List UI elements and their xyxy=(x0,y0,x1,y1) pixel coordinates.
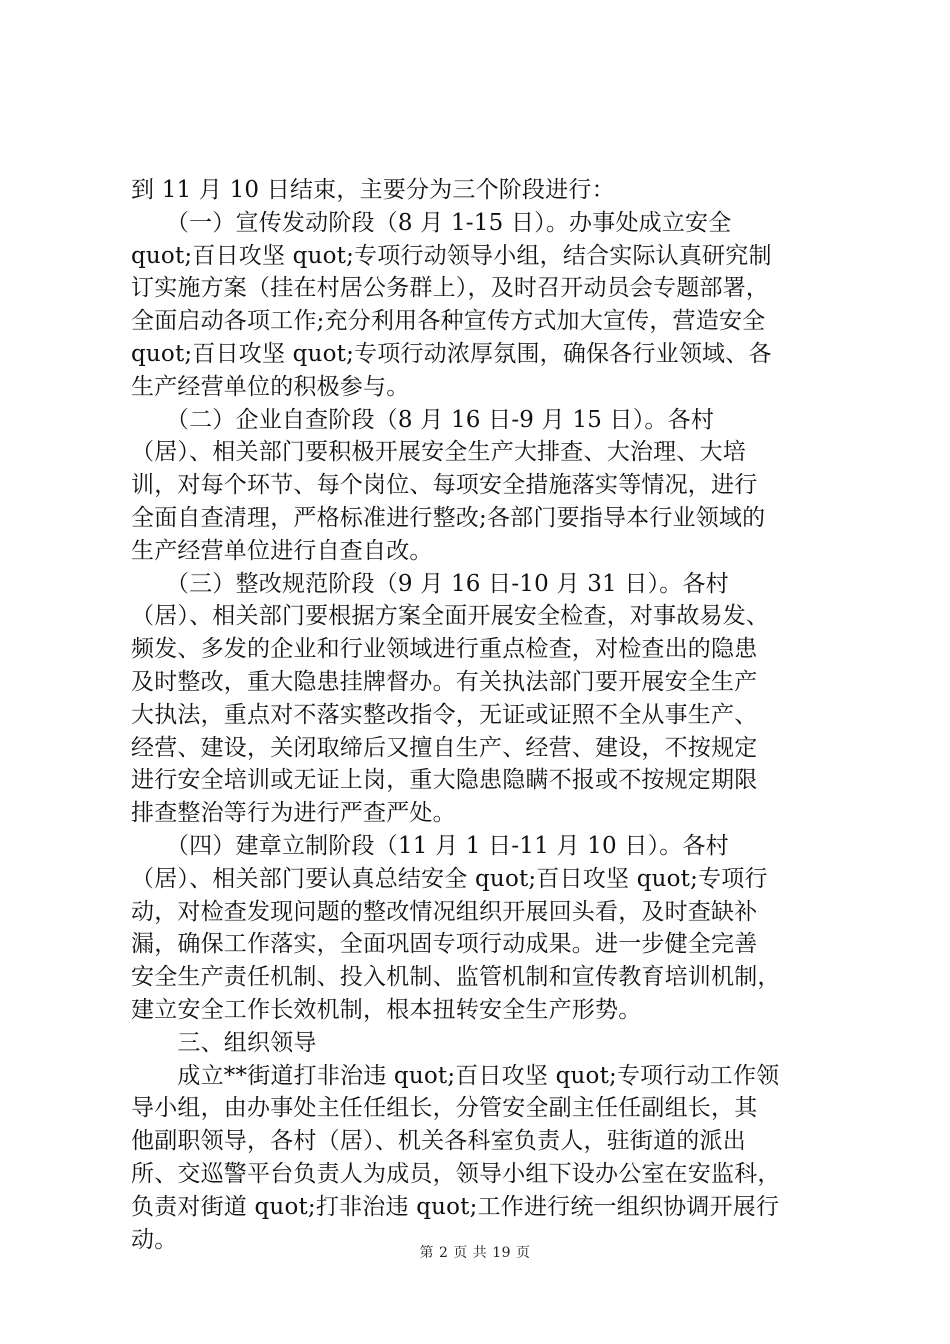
text-line: 训，对每个环节、每个岗位、每项安全措施落实等情况，进行 xyxy=(131,472,758,499)
text-line: quot;百日攻坚 quot;专项行动浓厚氛围，确保各行业领域、各 xyxy=(131,340,772,367)
text-line: 进行安全培训或无证上岗，重大隐患隐瞒不报或不按规定期限 xyxy=(131,767,758,794)
page-footer: 第 2 页 共 19 页 xyxy=(419,1245,531,1261)
text-line: 三、组织领导 xyxy=(131,1029,317,1056)
text-line: 及时整改，重大隐患挂牌督办。有关执法部门要开展安全生产 xyxy=(131,668,758,695)
document-body xyxy=(131,174,831,1256)
text-line: 到 11 月 10 日结束，主要分为三个阶段进行： xyxy=(131,177,615,203)
text-line: 动，对检查发现问题的整改情况组织开展回头看，及时查缺补 xyxy=(131,898,758,925)
text-line: （一）宣传发动阶段（8 月 1-15 日）。办事处成立安全 xyxy=(131,209,732,236)
text-line: 漏，确保工作落实，全面巩固专项行动成果。进一步健全完善 xyxy=(131,931,758,958)
text-line: 频发、多发的企业和行业领域进行重点检查，对检查出的隐患 xyxy=(131,636,758,663)
text-line: 订实施方案（挂在村居公务群上），及时召开动员会专题部署， xyxy=(131,275,770,302)
text-line: 他副职领导，各村（居）、机关各科室负责人，驻街道的派出 xyxy=(131,1128,746,1155)
text-line: 生产经营单位的积极参与。 xyxy=(131,373,410,400)
text-line: 安全生产责任机制、投入机制、监管机制和宣传教育培训机制， xyxy=(131,964,781,991)
text-line: 所、交巡警平台负责人为成员，领导小组下设办公室在安监科， xyxy=(131,1160,781,1187)
text-line: （居）、相关部门要根据方案全面开展安全检查，对事故易发、 xyxy=(131,603,770,630)
text-line: （三）整改规范阶段（9 月 16 日-10 月 31 日）。各村 xyxy=(131,570,729,597)
text-line: 成立**街道打非治违 quot;百日攻坚 quot;专项行动工作领 xyxy=(131,1062,780,1089)
text-line: 全面启动各项工作;充分利用各种宣传方式加大宣传，营造安全 xyxy=(131,308,766,335)
text-line: 导小组，由办事处主任任组长，分管安全副主任任副组长，其 xyxy=(131,1095,758,1122)
text-line: 大执法，重点对不落实整改指令，无证或证照不全从事生产、 xyxy=(131,701,758,728)
text-line: （四）建章立制阶段（11 月 1 日-11 月 10 日）。各村 xyxy=(131,832,729,859)
text-line: 生产经营单位进行自查自改。 xyxy=(131,537,433,564)
text-line: 负责对街道 quot;打非治违 quot;工作进行统一组织协调开展行 xyxy=(131,1193,780,1220)
text-line: 经营、建设，关闭取缔后又擅自生产、经营、建设，不按规定 xyxy=(131,734,758,761)
text-line: 全面自查清理，严格标准进行整改;各部门要指导本行业领域的 xyxy=(131,504,766,531)
text-line: quot;百日攻坚 quot;专项行动领导小组，结合实际认真研究制 xyxy=(131,242,772,269)
text-line: （二）企业自查阶段（8 月 16 日-9 月 15 日）。各村 xyxy=(131,406,715,433)
text-line: 排查整治等行为进行严查严处。 xyxy=(131,800,456,827)
text-line: 建立安全工作长效机制，根本扭转安全生产形势。 xyxy=(131,996,642,1023)
text-line: 动。 xyxy=(131,1226,178,1253)
text-line: （居）、相关部门要积极开展安全生产大排查、大治理、大培 xyxy=(131,439,746,466)
text-line: （居）、相关部门要认真总结安全 quot;百日攻坚 quot;专项行 xyxy=(131,865,768,892)
